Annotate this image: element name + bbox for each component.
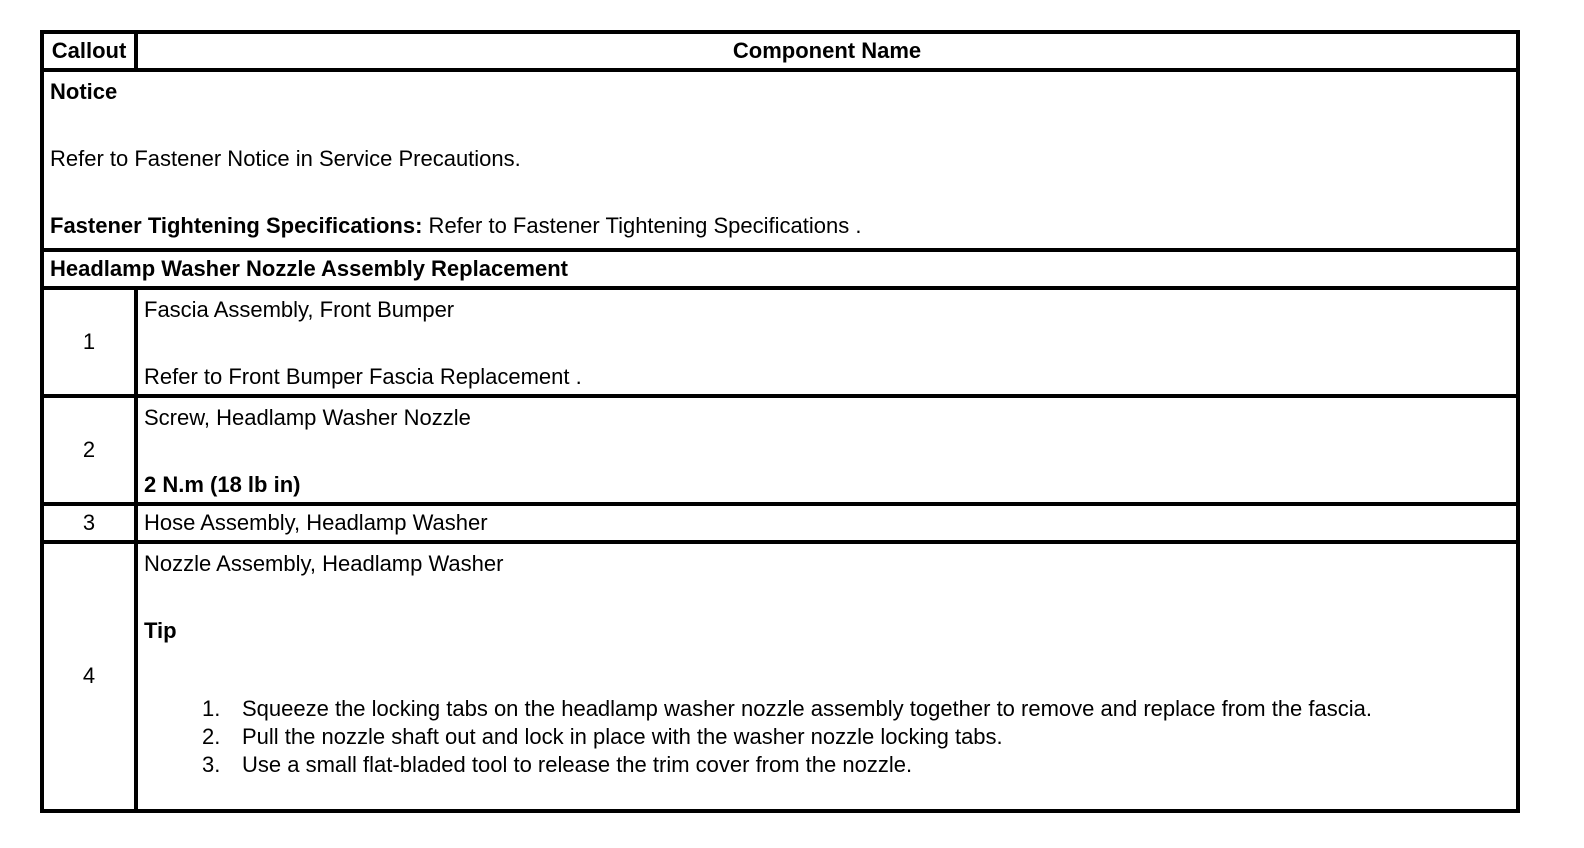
component-cell	[136, 542, 1518, 811]
section-title: Headlamp Washer Nozzle Assembly Replacement	[42, 250, 1518, 288]
list-item	[202, 723, 1510, 751]
notice-text: Refer to Fastener Notice in Service Precautions.	[50, 146, 521, 172]
list-item	[202, 695, 1510, 723]
step-number: 3.	[202, 751, 221, 777]
callout-header: Callout	[42, 32, 136, 70]
torque-spec: 2 N.m (18 lb in)	[144, 471, 301, 497]
notice-title: Notice	[50, 79, 118, 105]
component-detail: Refer to Front Bumper Fascia Replacement .	[144, 363, 582, 389]
step-text: Use a small flat-bladed tool to release the trim cover from the nozzle.	[242, 751, 913, 777]
step-number: 2.	[202, 723, 221, 749]
notice-row	[42, 70, 1518, 250]
table-row	[42, 504, 1518, 542]
step-text: Squeeze the locking tabs on the headlamp washer nozzle assembly together to remove and replace from the fascia.	[242, 695, 1372, 721]
callout-number: 2	[42, 396, 136, 504]
section-row	[42, 250, 1518, 288]
table-row	[42, 396, 1518, 504]
notice-cell	[42, 70, 1518, 250]
component-cell	[136, 396, 1518, 504]
component-table	[40, 30, 1520, 813]
step-number: 1.	[202, 695, 221, 721]
callout-number: 1	[42, 288, 136, 396]
callout-number: 4	[42, 542, 136, 811]
table-row	[42, 288, 1518, 396]
tightening-spec	[50, 212, 1510, 240]
table-row	[42, 542, 1518, 811]
spec-label: Fastener Tightening Specifications:	[50, 213, 423, 239]
component-name: Fascia Assembly, Front Bumper	[144, 296, 455, 322]
tip-label: Tip	[144, 617, 177, 643]
spec-text: Refer to Fastener Tightening Specifications .	[422, 213, 862, 239]
component-name: Hose Assembly, Headlamp Washer	[136, 504, 1518, 542]
list-item	[202, 751, 1510, 779]
component-name-header: Component Name	[136, 32, 1518, 70]
component-name: Screw, Headlamp Washer Nozzle	[144, 404, 471, 430]
component-cell	[136, 288, 1518, 396]
tip-steps-list	[144, 695, 1510, 779]
step-text: Pull the nozzle shaft out and lock in place with the washer nozzle locking tabs.	[242, 723, 1003, 749]
component-name: Nozzle Assembly, Headlamp Washer	[144, 550, 504, 576]
table-header-row	[42, 32, 1518, 70]
callout-number: 3	[42, 504, 136, 542]
